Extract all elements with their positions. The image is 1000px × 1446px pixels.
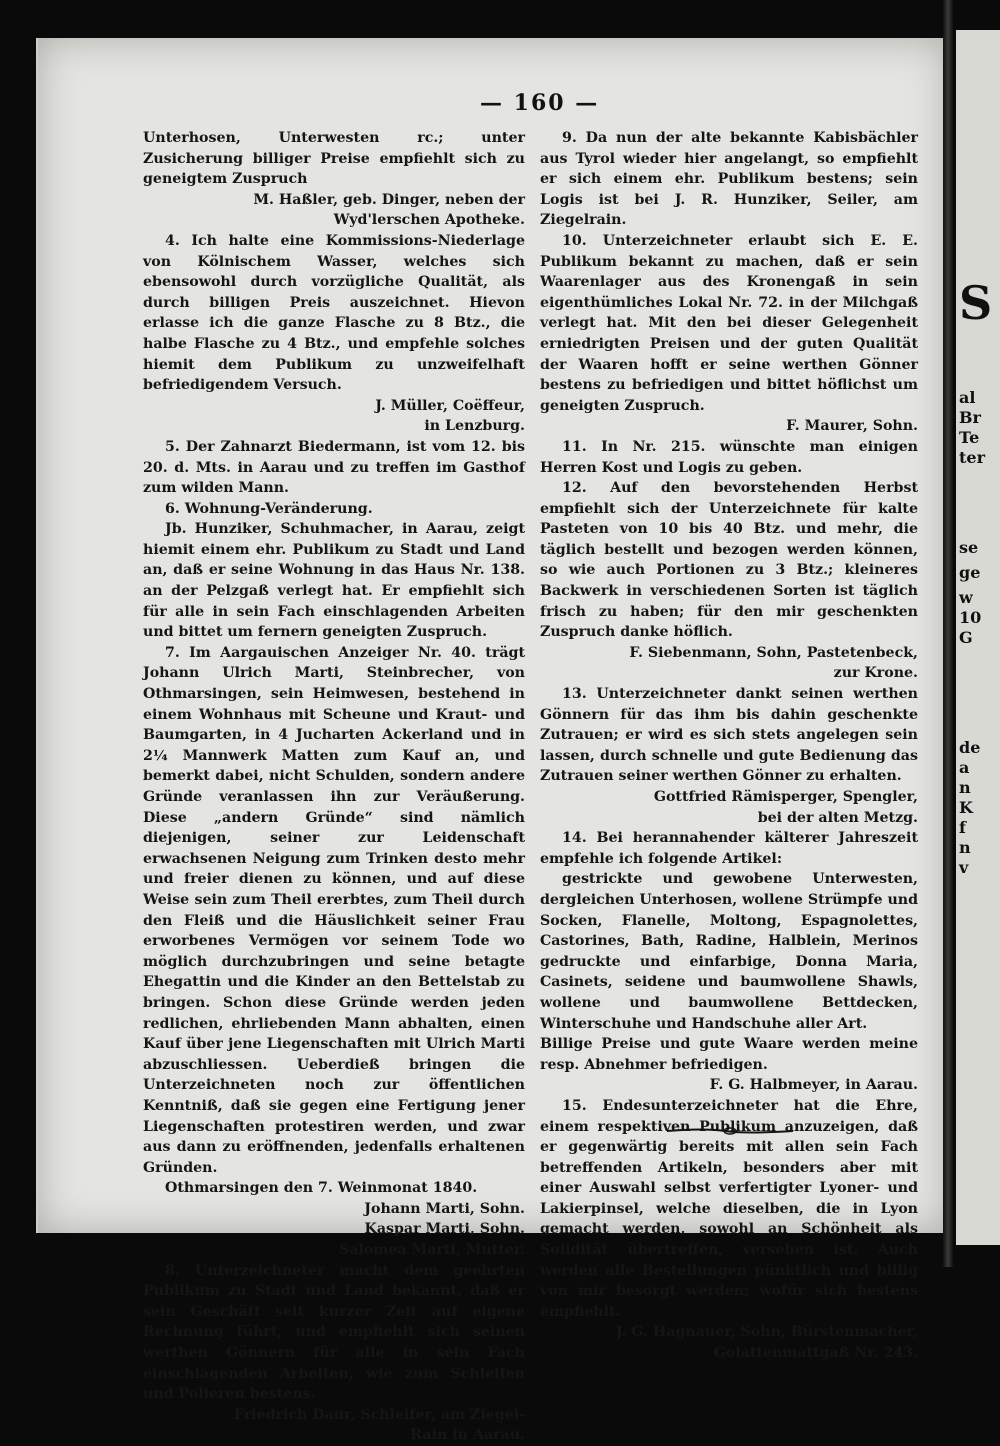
adjacent-page-fragment: G bbox=[959, 628, 973, 647]
signature-line: in Lenzburg. bbox=[424, 418, 525, 435]
notice-paragraph: 15. Endesunterzeichneter hat die Ehre, einem respektiven Publikum anzuzeigen, daß er gegenwärtig bereits mit allen sein Fach betreffenden Artikeln, besonders aber mit einer Auswahl selbst verfertigter Lyoner- und Lakierpinsel, welche dieselben, die in Lyon gemacht werden, sowohl an Schönheit als Solidität übertreffen, versehen ist. Auch werden alle Bestellungen pünktlich und billig von mir besorgt werden; wofür sich bestens empfiehlt. bbox=[540, 1097, 918, 1320]
notice-paragraph: 6. Wohnung-Veränderung. bbox=[165, 500, 373, 517]
notice-paragraph: 14. Bei herannahender kälterer Jahreszeit empfehle ich folgende Artikel: bbox=[540, 830, 918, 867]
signature-line: F. G. Halbmeyer, in Aarau. bbox=[709, 1077, 918, 1094]
adjacent-page-fragment: n bbox=[959, 838, 971, 857]
notice-paragraph: 13. Unterzeichneter dankt seinen werthen Gönnern für das ihm bis dahin geschenkte Zutrauen; er wird es sich stets angelegen sein lassen, durch schnelle und gute Bedienung das Zutrauen seiner werthen Gönner zu erhalten. bbox=[540, 686, 918, 785]
notice-paragraph: 10. Unterzeichneter erlaubt sich E. E. Publikum bekannt zu machen, daß er sein Waarenlager aus des Kronengaß in sein eigenthümliches Lokal Nr. 72. in der Milchgaß verlegt hat. Mit den bei dieser Gelegenheit erniedrigten Preisen und der guten Qualität der Waaren hofft er seine werthen Gönner bestens zu befriedigen und bittet höflichst um geneigten Zuspruch. bbox=[540, 232, 918, 414]
adjacent-page-fragment: n bbox=[959, 778, 971, 797]
adjacent-page-fragment: S bbox=[959, 276, 993, 330]
adjacent-page-fragment: K bbox=[959, 798, 973, 817]
signature-line: Gottfried Rämisperger, Spengler, bbox=[653, 789, 918, 805]
notice-paragraph: 4. Ich halte eine Kommissions-Niederlage von Kölnischem Wasser, welches sich ebensowohl durch vorzügliche Qualität, als durch billigen Preis auszeichnet. Hievon erlasse ich die ganze Flasche zu 8 Btz., die halbe Flasche zu 4 Btz., und empfehle solches hiemit dem Publikum zu unzweifelhaft befriedigendem Versuch. bbox=[143, 232, 525, 394]
adjacent-page-fragment: al bbox=[959, 388, 976, 407]
signature-line: Johann Marti, Sohn. bbox=[364, 1200, 525, 1217]
notice-paragraph: gestrickte und gewobene Unterwesten, dergleichen Unterhosen, wollene Strümpfe und Socken, Flanelle, Moltong, Espagnolettes, Castorines, Bath, Radine, Halblein, Merinos gedruckte und einfarbige, Donna Maria, Casinets, seidene und baumwollene Shawls, wollene und baumwollene Bettdecken, Winterschuhe und Handschuhe aller Art. bbox=[540, 871, 919, 1032]
adjacent-page-fragment: f bbox=[959, 818, 966, 837]
page-number: — 160 — bbox=[480, 90, 600, 116]
signature-line: M. Haßler, geb. Dinger, neben der Wyd'lerschen Apotheke. bbox=[253, 191, 525, 229]
signature-line: bei der alten Metzg. bbox=[757, 809, 918, 826]
adjacent-page-fragment: de bbox=[959, 738, 981, 757]
signature-line: F. Siebenmann, Sohn, Pastetenbeck, bbox=[629, 644, 918, 661]
adjacent-page-fragment: se bbox=[959, 538, 979, 557]
signature-line: Salomea Marti, Mutter. bbox=[339, 1242, 525, 1259]
notice-paragraph: Billige Preise und gute Waare werden meine resp. Abnehmer befriedigen. bbox=[540, 1036, 918, 1073]
signature-line: Golattenmattgaß Nr. 243. bbox=[713, 1345, 918, 1362]
adjacent-page-fragment: w bbox=[959, 588, 973, 607]
adjacent-page-fragment: v bbox=[959, 858, 969, 877]
signature-line: J. Müller, Coëffeur, bbox=[375, 397, 525, 414]
adjacent-page-fragment: Br bbox=[959, 408, 981, 427]
adjacent-page-fragment: 10 bbox=[959, 608, 982, 627]
adjacent-page-fragment: a bbox=[959, 758, 970, 777]
notice-paragraph: Jb. Hunziker, Schuhmacher, in Aarau, zeigt hiemit einem ehr. Publikum zu Stadt und Land an, daß er seine Wohnung in das Haus Nr. 138. an der Pelzgaß verlegt hat. Er empfiehlt sich für alle in sein Fach einschlagenden Arbeiten und bittet um fernern geneigten Zuspruch. bbox=[143, 521, 525, 641]
book-gutter bbox=[943, 0, 953, 1267]
adjacent-page-fragment: Te bbox=[959, 428, 980, 447]
right-column bbox=[540, 128, 918, 1364]
notice-paragraph: Othmarsingen den 7. Weinmonat 1840. bbox=[165, 1180, 478, 1197]
notice-paragraph: 8. Unterzeichneter macht dem geehrten Publikum zu Stadt und Land bekannt, daß er sein Geschäft seit kurzer Zeit auf eigene Rechnung führt, und empfiehlt sich seinen werthen Gönnern für alle in sein Fach einschlagenden Arbeiten, wie zum Schleifen und Polieren bestens. bbox=[143, 1262, 525, 1403]
signature-line: zur Krone. bbox=[833, 665, 918, 682]
notice-paragraph: Unterhosen, Unterwesten rc.; unter Zusicherung billiger Preise empfiehlt sich zu geneigtem Zuspruch bbox=[143, 130, 525, 188]
notice-paragraph: 12. Auf den bevorstehenden Herbst empfiehlt sich der Unterzeichnete für kalte Pasteten von 10 bis 40 Btz. und mehr, die täglich bestellt und bezogen werden können, so wie auch Portionen zu 3 Btz.; kleineres Backwerk in verschiedenen Sorten ist täglich frisch zu haben; für den mir geschenkten Zuspruch danke höflich. bbox=[540, 480, 918, 641]
closing-ornament bbox=[665, 1124, 795, 1138]
signature-line: Friedrich Daur, Schleifer, am Ziegel- bbox=[233, 1406, 525, 1423]
notice-paragraph: 9. Da nun der alte bekannte Kabisbächler aus Tyrol wieder hier angelangt, so empfiehlt er sich einem ehr. Publikum bestens; sein Logis ist bei J. R. Hunziker, Seiler, am Ziegelrain. bbox=[540, 130, 918, 229]
signature-line: Rain in Aarau. bbox=[410, 1427, 525, 1444]
signature-line: J. G. Hagnauer, Sohn, Bürstenmacher, bbox=[615, 1324, 918, 1341]
adjacent-page-fragment: ter bbox=[959, 448, 985, 467]
adjacent-page-edge bbox=[956, 30, 1000, 1245]
notice-paragraph: 11. In Nr. 215. wünschte man einigen Herren Kost und Logis zu geben. bbox=[540, 438, 918, 476]
adjacent-page-fragment: ge bbox=[959, 563, 981, 582]
left-column bbox=[143, 128, 525, 1446]
notice-paragraph: 5. Der Zahnarzt Biedermann, ist vom 12. bis 20. d. Mts. in Aarau und zu treffen im Gasthof zum wilden Mann. bbox=[143, 438, 525, 497]
signature-line: F. Maurer, Sohn. bbox=[786, 418, 918, 435]
signature-line: Kaspar Marti, Sohn. bbox=[364, 1221, 525, 1238]
notice-paragraph: 7. Im Aargauischen Anzeiger Nr. 40. trägt Johann Ulrich Marti, Steinbrecher, von Othmarsingen, sein Heimwesen, bestehend in einem Wohnhaus mit Scheune und Kraut- und Baumgarten, in 4 Jucharten Ackerland und in 2¼ Mannwerk Matten zum Kauf an, und bemerkt dabei, nicht Schulden, sondern andere Gründe veranlassen ihn zur Veräußerung. Diese „andern Gründe“ sind nämlich diejenigen, seiner zur Leidenschaft erwachsenen Neigung zum Trinken desto mehr und freier dienen zu können, und auf diese Weise sein zum Theil ererbtes, zum Theil durch den Fleiß und die Häuslichkeit seiner Frau erworbenes Vermögen vor seinem Tode wo möglich durchzubringen und seine betagte Ehegattin und die Kinder an den Bettelstab zu bringen. Schon diese Gründe werden jeden redlichen, ehrliebenden Mann abhalten, einen Kauf über jene Liegenschaften mit Ulrich Marti abzuschliessen. Ueberdieß bringen die Unterzeichneten noch zur öffentlichen Kenntniß, daß sie gegen eine Fertigung jener Liegenschaften protestiren werden, und zwar aus dann zu eröffnenden, jedenfalls erhaltenen Gründen. bbox=[143, 644, 525, 1176]
